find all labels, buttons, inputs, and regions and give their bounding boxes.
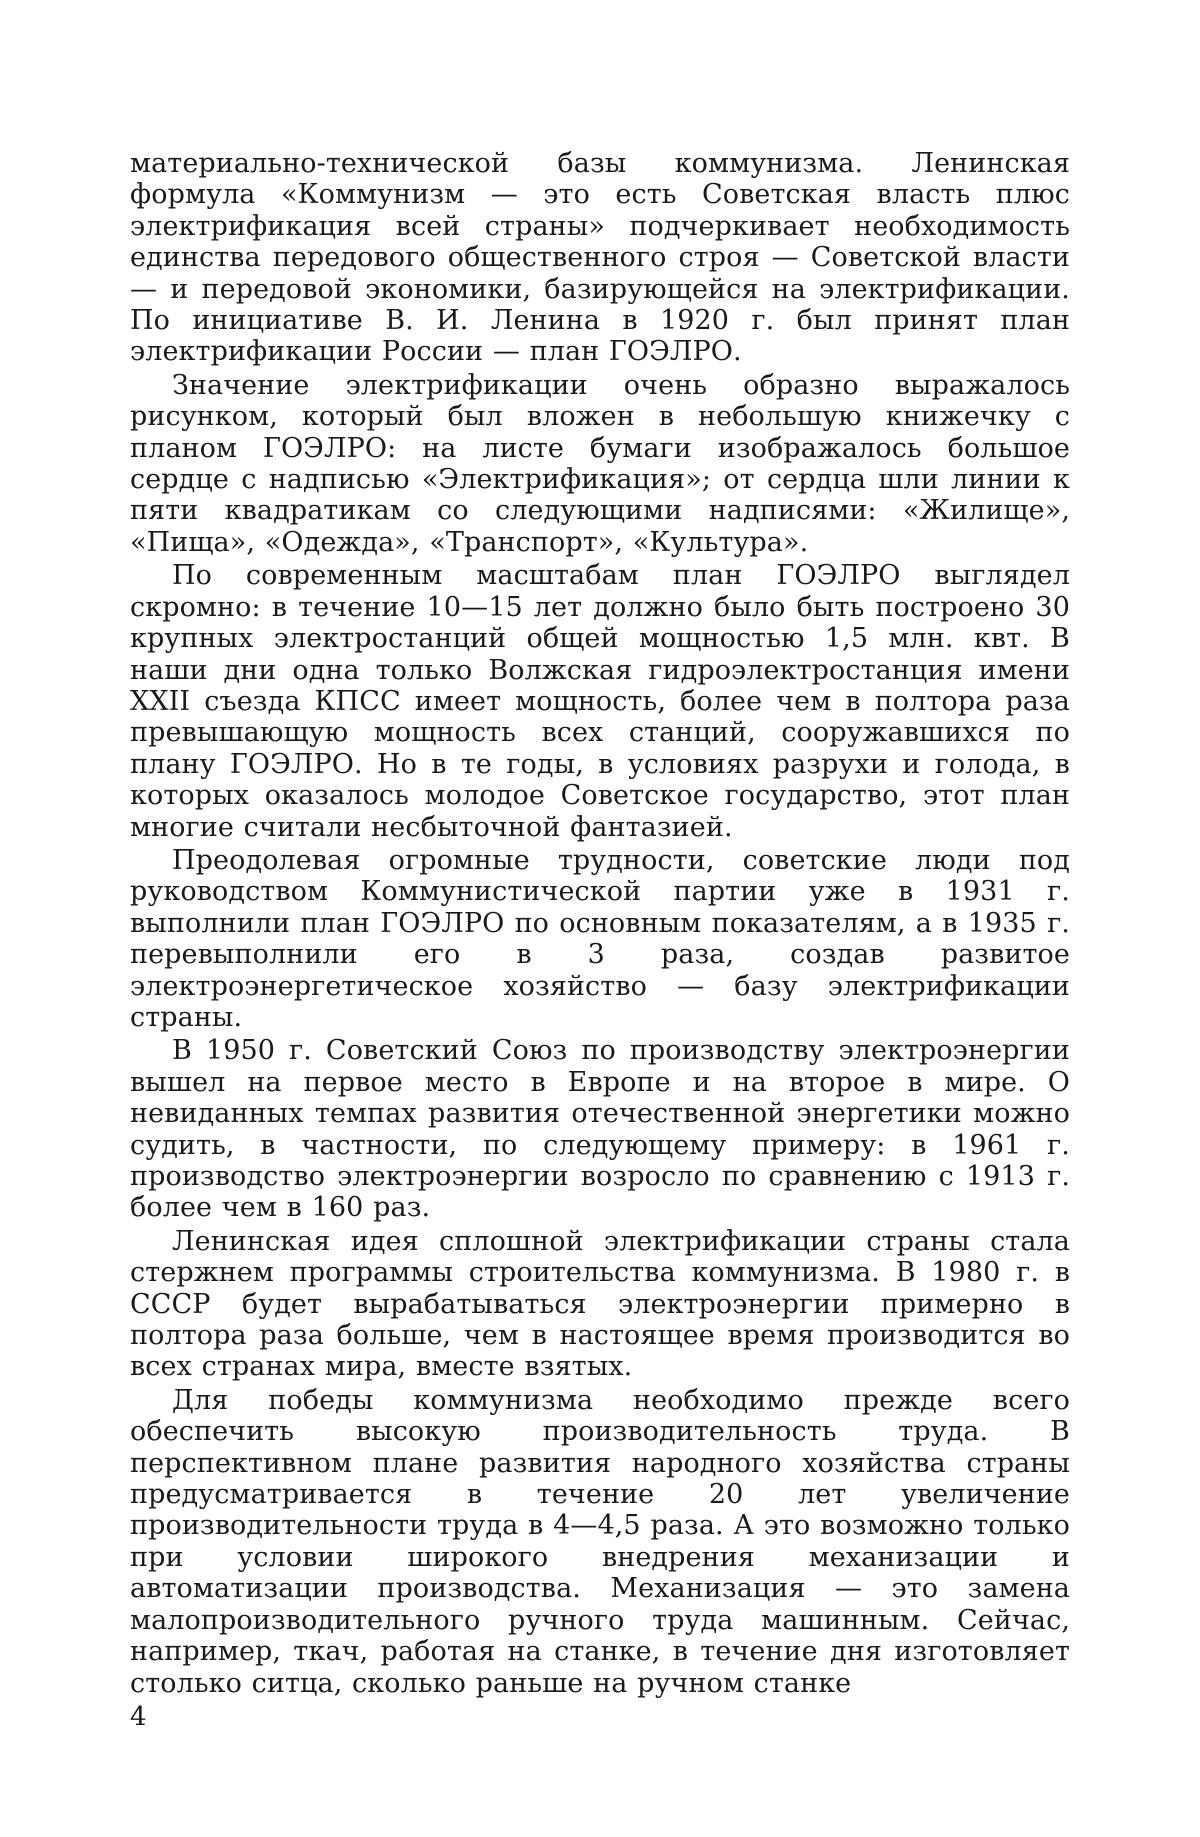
paragraph-7: Для победы коммунизма необходимо прежде всего обеспечить высокую производительность труда. В перспективном плане развития народного хозяйства страны предусматривается в течение 20 лет увеличение производительности труда в 4—4,5 раза. А это возможно только при условии широкого внедрения механизации и автоматизации производства. Механизация — это замена малопроизводительного ручного труда машинным. Сейчас, например, ткач, работая на станке, в течение дня изготовляет столько ситца, сколько раньше на ручном станке: [130, 1384, 1070, 1699]
paragraph-5: В 1950 г. Советский Союз по производству электроэнергии вышел на первое место в Европе и на второе в мире. О невиданных темпах развития отечественной энергетики можно судить, в частности, по следующему примеру: в 1961 г. производство электроэнергии возросло по сравнению с 1913 г. более чем в 160 раз.: [130, 1035, 1070, 1224]
page-body: [130, 148, 1070, 1699]
paragraph-6: Ленинская идея сплошной электрификации страны стала стержнем программы строительства коммунизма. В 1980 г. в СССР будет вырабатываться электроэнергии примерно в полтора раза больше, чем в настоящее время производится во всех странах мира, вместе взятых.: [130, 1225, 1070, 1383]
page-number: 4: [130, 1702, 147, 1732]
paragraph-1: материально-технической базы коммунизма. Ленинская формула «Коммунизм — это есть Советская власть плюс электрификация всей страны» подчеркивает необходимость единства передового общественного строя — Советской власти — и передовой экономики, базирующейся на электрификации. По инициативе В. И. Ленина в 1920 г. был принят план электрификации России — план ГОЭЛРО.: [130, 148, 1070, 368]
paragraph-4: Преодолевая огромные трудности, советские люди под руководством Коммунистической партии уже в 1931 г. выполнили план ГОЭЛРО по основным показателям, а в 1935 г. перевыполнили его в 3 раза, создав развитое электроэнергетическое хозяйство — базу электрификации страны.: [130, 844, 1070, 1033]
paragraph-3: По современным масштабам план ГОЭЛРО выглядел скромно: в течение 10—15 лет должно было быть построено 30 крупных электростанций общей мощностью 1,5 млн. квт. В наши дни одна только Волжская гидроэлектростанция имени XXII съезда КПСС имеет мощность, более чем в полтора раза превышающую мощность всех станций, сооружавшихся по плану ГОЭЛРО. Но в те годы, в условиях разрухи и голода, в которых оказалось молодое Советское государство, этот план многие считали несбыточной фантазией.: [130, 560, 1070, 843]
paragraph-2: Значение электрификации очень образно выражалось рисунком, который был вложен в небольшую книжечку с планом ГОЭЛРО: на листе бумаги изображалось большое сердце с надписью «Электрификация»; от сердца шли линии к пяти квадратикам со следующими надписями: «Жилище», «Пища», «Одежда», «Транспорт», «Культура».: [130, 369, 1070, 558]
